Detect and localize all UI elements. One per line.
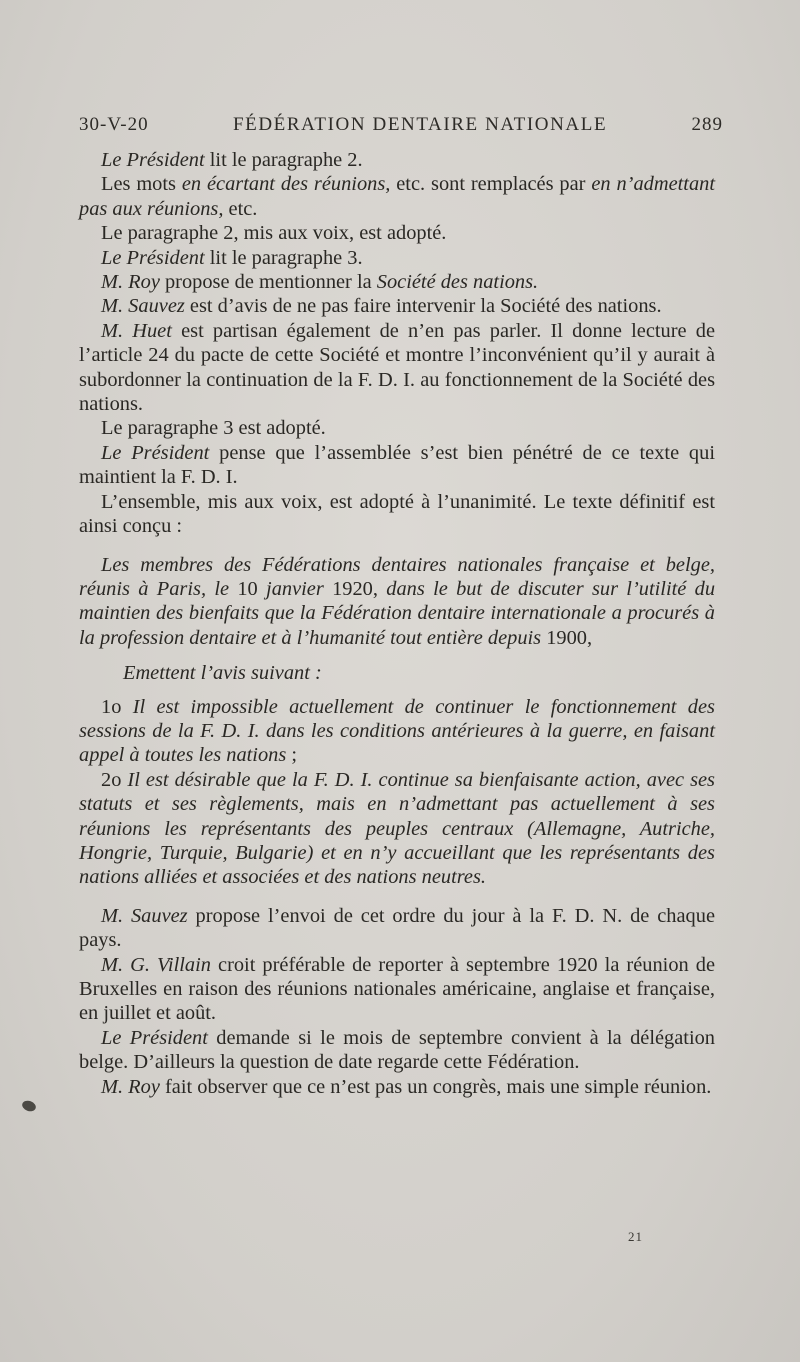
item-number: 2o [101, 768, 122, 791]
page-number: 289 [691, 114, 723, 135]
paragraph-text: est partisan également de n’en pas parler. Il donne lecture de l’article 24 du pacte de cette Société et montre l’inconvénient qu’il y aurait à subordonner la continuation de la F. D. I. au fonctionnement de la Société des nations. [79, 319, 715, 416]
page-body [79, 148, 715, 1099]
paragraph [79, 953, 715, 1026]
paragraph [79, 221, 715, 245]
italic-text: en n’admettant pas aux réunions, [79, 173, 716, 220]
item-number: 1o [101, 695, 122, 718]
resolution-preamble [79, 553, 715, 651]
paragraph-text: propose de mentionner la [159, 271, 377, 294]
date-number: 10 [237, 577, 258, 600]
italic-text: Il est impossible actuellement de continuer le fonctionnement des sessions de la F. D. I. dans les conditions antérieures à la guerre, en faisant appel à toutes les nations [79, 695, 715, 767]
paragraph-text: fait observer que ce n’est pas un congrès, mais une simple réunion. [159, 1075, 712, 1098]
paragraph [79, 294, 715, 318]
paragraph [79, 172, 715, 221]
paragraph-text: demande si le mois de septembre convient à la délégation belge. D’ailleurs la question de date regarde cette Fédération. [79, 1026, 715, 1074]
paragraph [79, 246, 715, 270]
speaker: Le Président [101, 441, 210, 464]
speaker: M. Roy [101, 271, 160, 294]
italic-text: en écartant des réunions, [181, 173, 391, 196]
date-year: 1920, [332, 577, 378, 600]
paragraph [79, 416, 715, 440]
italic-text: Il est désirable que la F. D. I. continue sa bienfaisante action, avec ses statuts et ses règlements, mais en n’admettant pas actuellement à ses réunions les représentants des peuples centraux (Allemagne, Autriche, Hongrie, Turquie, Bulgarie) et en n’y accueillant que les représentants des nations alliées et associées et des nations neutres. [79, 768, 715, 889]
ink-spot [21, 1099, 38, 1113]
paragraph-text: etc. [223, 197, 258, 220]
italic-text: janvier [257, 577, 333, 600]
paragraph-text: Le paragraphe 2, mis aux voix, est adopté. [101, 222, 447, 245]
paragraph-text: Les mots [101, 173, 182, 196]
speaker: M. Sauvez [101, 295, 185, 318]
italic-text: Emettent l’avis suivant : [123, 662, 322, 685]
paragraph-text: lit le paragraphe 3. [204, 246, 363, 269]
paragraph-text: est d’avis de ne pas faire intervenir la Société des nations. [184, 295, 662, 318]
paragraph-text: lit le paragraphe 2. [204, 149, 363, 171]
speaker: M. Sauvez [101, 904, 188, 927]
speaker: M. G. Villain [101, 953, 211, 976]
speaker: Le Président [101, 246, 205, 269]
resolution-item-1 [79, 695, 715, 768]
resolution-text [79, 553, 715, 890]
paragraph [79, 148, 715, 172]
italic-text: Société des nations. [376, 271, 539, 294]
date-year: 1900, [546, 626, 593, 649]
paragraph [79, 270, 715, 294]
paragraph [79, 490, 715, 539]
speaker: M. Roy [101, 1075, 160, 1098]
paragraph [79, 1026, 715, 1075]
paragraph-text: ; [286, 744, 298, 767]
speaker: Le Président [101, 1026, 208, 1049]
paragraph-text: L’ensemble, mis aux voix, est adopté à l’unanimité. Le texte définitif est ainsi conçu : [79, 490, 715, 538]
paragraph [79, 441, 715, 490]
speaker: M. Huet [101, 319, 172, 342]
paragraph [79, 904, 715, 953]
italic-text: dans le but de discuter sur l’utilité du maintien des bienfaits que la Fédération dentaire internationale a procurés à la profession dentaire et à l’humanité tout entière depuis [79, 577, 716, 649]
paragraph [79, 1075, 715, 1099]
signature-mark: 21 [628, 1229, 643, 1244]
italic-text: Les membres des Fédérations dentaires nationales française et belge, réunis à Paris, le [79, 553, 715, 600]
running-header [79, 114, 723, 136]
paragraph-text: etc. sont remplacés par [390, 173, 592, 196]
header-title: FÉDÉRATION DENTAIRE NATIONALE [232, 114, 608, 135]
paragraph-text: Le paragraphe 3 est adopté. [101, 417, 326, 440]
paragraph [79, 319, 715, 417]
header-date: 30-V-20 [79, 114, 149, 135]
speaker: Le Président [101, 149, 205, 171]
paragraph-text: croit préférable de reporter à septembre 1920 la réunion de Bruxelles en raison des réunions nationales américaine, anglaise et française, en juillet et août. [79, 953, 715, 1025]
resolution-avis [79, 661, 715, 685]
resolution-item-2 [79, 768, 715, 890]
paragraph-text: propose l’envoi de cet ordre du jour à la F. D. N. de chaque pays. [79, 904, 715, 952]
paragraph-text: pense que l’assemblée s’est bien pénétré de ce texte qui maintient la F. D. I. [79, 441, 715, 489]
